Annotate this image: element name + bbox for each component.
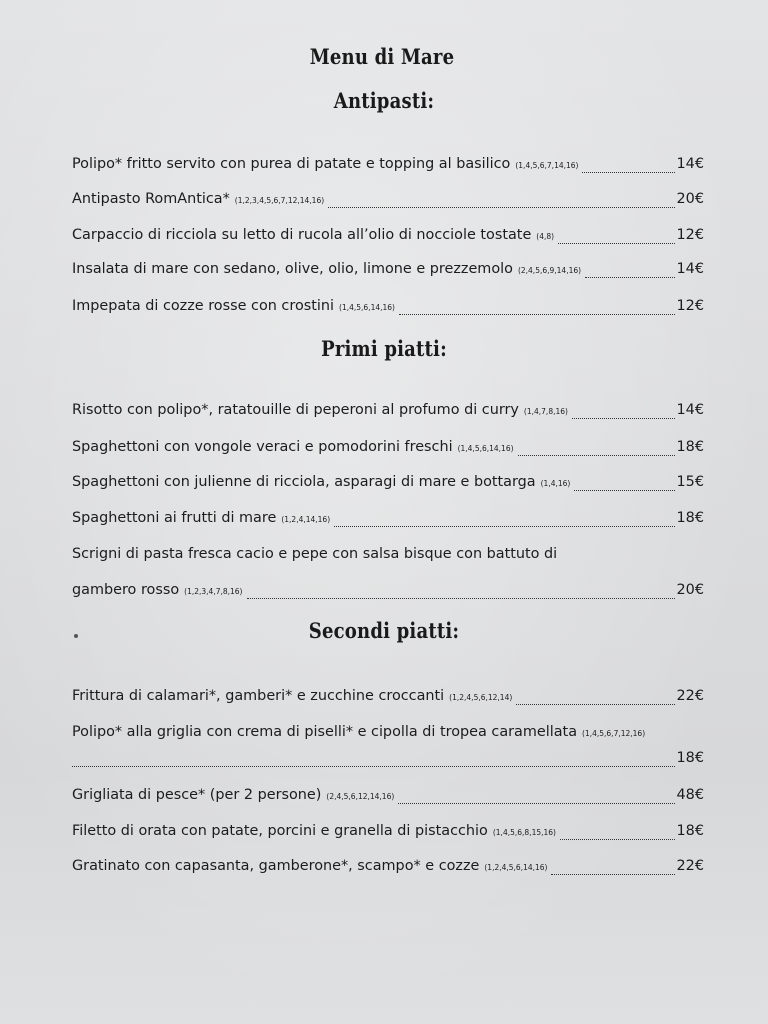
menu-item-price-line xyxy=(72,750,704,774)
item-price: 20€ xyxy=(676,191,704,207)
menu-title: Menu di Mare xyxy=(309,44,455,69)
item-price: 48€ xyxy=(676,787,704,803)
item-price: 20€ xyxy=(676,582,704,598)
item-price: 18€ xyxy=(676,823,704,839)
dot-leader xyxy=(516,703,674,705)
dot-leader xyxy=(572,417,675,419)
paper-mark xyxy=(74,634,78,638)
menu-item xyxy=(72,298,704,322)
item-allergens: (1,4,5,6,14,16) xyxy=(339,303,395,312)
menu-item xyxy=(72,261,704,285)
item-allergens: (1,4,16) xyxy=(540,479,571,488)
dot-leader xyxy=(398,802,674,804)
dot-leader xyxy=(558,242,674,244)
item-allergens: (1,2,4,5,6,12,14) xyxy=(449,693,513,702)
item-allergens: (1,2,4,5,6,14,16) xyxy=(484,863,548,872)
item-price: 15€ xyxy=(676,474,704,490)
item-name: Gratinato con capasanta, gamberone*, scampo* e cozze xyxy=(72,858,480,874)
menu-item-line1 xyxy=(72,724,704,748)
dot-leader xyxy=(399,313,675,315)
item-allergens: (1,2,3,4,5,6,7,12,14,16) xyxy=(234,196,325,205)
item-name: Insalata di mare con sedano, olive, olio, limone e prezzemolo xyxy=(72,261,513,277)
item-price: 12€ xyxy=(676,298,704,314)
menu-item xyxy=(72,156,704,180)
item-name: gambero rosso xyxy=(72,582,180,598)
dot-leader xyxy=(247,597,675,599)
dot-leader xyxy=(328,206,674,208)
item-allergens: (1,4,5,6,8,15,16) xyxy=(492,828,556,837)
menu-item xyxy=(72,858,704,882)
section-heading-primi: Primi piatti: xyxy=(321,336,447,361)
item-allergens: (1,4,5,6,7,14,16) xyxy=(515,161,579,170)
item-name: Scrigni di pasta fresca cacio e pepe con salsa bisque con battuto di xyxy=(72,546,558,562)
item-allergens: (1,2,3,4,7,8,16) xyxy=(184,587,243,596)
item-allergens: (4,8) xyxy=(536,232,555,241)
item-price: 14€ xyxy=(676,261,704,277)
menu-item xyxy=(72,688,704,712)
item-name: Filetto di orata con patate, porcini e granella di pistacchio xyxy=(72,823,488,839)
item-price: 18€ xyxy=(676,510,704,526)
item-allergens: (2,4,5,6,9,14,16) xyxy=(517,266,582,275)
section-heading-secondi: Secondi piatti: xyxy=(308,618,460,643)
item-name: Risotto con polipo*, ratatouille di peperoni al profumo di curry xyxy=(72,402,519,418)
dot-leader xyxy=(334,525,674,527)
menu-item xyxy=(72,787,704,811)
menu-item xyxy=(72,582,704,606)
item-name: Spaghettoni con vongole veraci e pomodorini freschi xyxy=(72,439,453,455)
menu-item xyxy=(72,227,704,251)
dot-leader xyxy=(585,276,674,278)
item-price: 22€ xyxy=(676,688,704,704)
item-name: Carpaccio di ricciola su letto di rucola all’olio di nocciole tostate xyxy=(72,227,532,243)
item-allergens: (2,4,5,6,12,14,16) xyxy=(326,792,395,801)
item-price: 14€ xyxy=(676,156,704,172)
item-allergens: (1,4,7,8,16) xyxy=(523,407,568,416)
item-name: Frittura di calamari*, gamberi* e zucchine croccanti xyxy=(72,688,445,704)
item-price: 18€ xyxy=(676,439,704,455)
item-price: 22€ xyxy=(676,858,704,874)
item-price: 18€ xyxy=(676,750,704,766)
dot-leader xyxy=(72,765,675,767)
item-price: 12€ xyxy=(676,227,704,243)
menu-item-line1 xyxy=(72,546,704,570)
section-heading-antipasti: Antipasti: xyxy=(333,88,435,113)
item-name: Grigliata di pesce* (per 2 persone) xyxy=(72,787,322,803)
dot-leader xyxy=(582,171,674,173)
item-allergens: (1,4,5,6,14,16) xyxy=(457,444,514,453)
menu-item xyxy=(72,823,704,847)
item-name: Antipasto RomAntica* xyxy=(72,191,230,207)
menu-item xyxy=(72,402,704,426)
item-name: Spaghettoni ai frutti di mare xyxy=(72,510,277,526)
menu-item xyxy=(72,510,704,534)
item-price: 14€ xyxy=(676,402,704,418)
item-name: Polipo* alla griglia con crema di piselli* e cipolla di tropea caramellata xyxy=(72,724,578,740)
menu-item xyxy=(72,191,704,215)
dot-leader xyxy=(560,838,675,840)
dot-leader xyxy=(574,489,674,491)
item-name: Polipo* fritto servito con purea di patate e topping al basilico xyxy=(72,156,511,172)
menu-item xyxy=(72,474,704,498)
menu-item xyxy=(72,439,704,463)
dot-leader xyxy=(551,873,674,875)
item-name: Spaghettoni con julienne di ricciola, asparagi di mare e bottarga xyxy=(72,474,536,490)
item-name: Impepata di cozze rosse con crostini xyxy=(72,298,335,314)
item-allergens: (1,2,4,14,16) xyxy=(281,515,331,524)
item-allergens: (1,4,5,6,7,12,16) xyxy=(582,729,646,738)
dot-leader xyxy=(518,454,675,456)
